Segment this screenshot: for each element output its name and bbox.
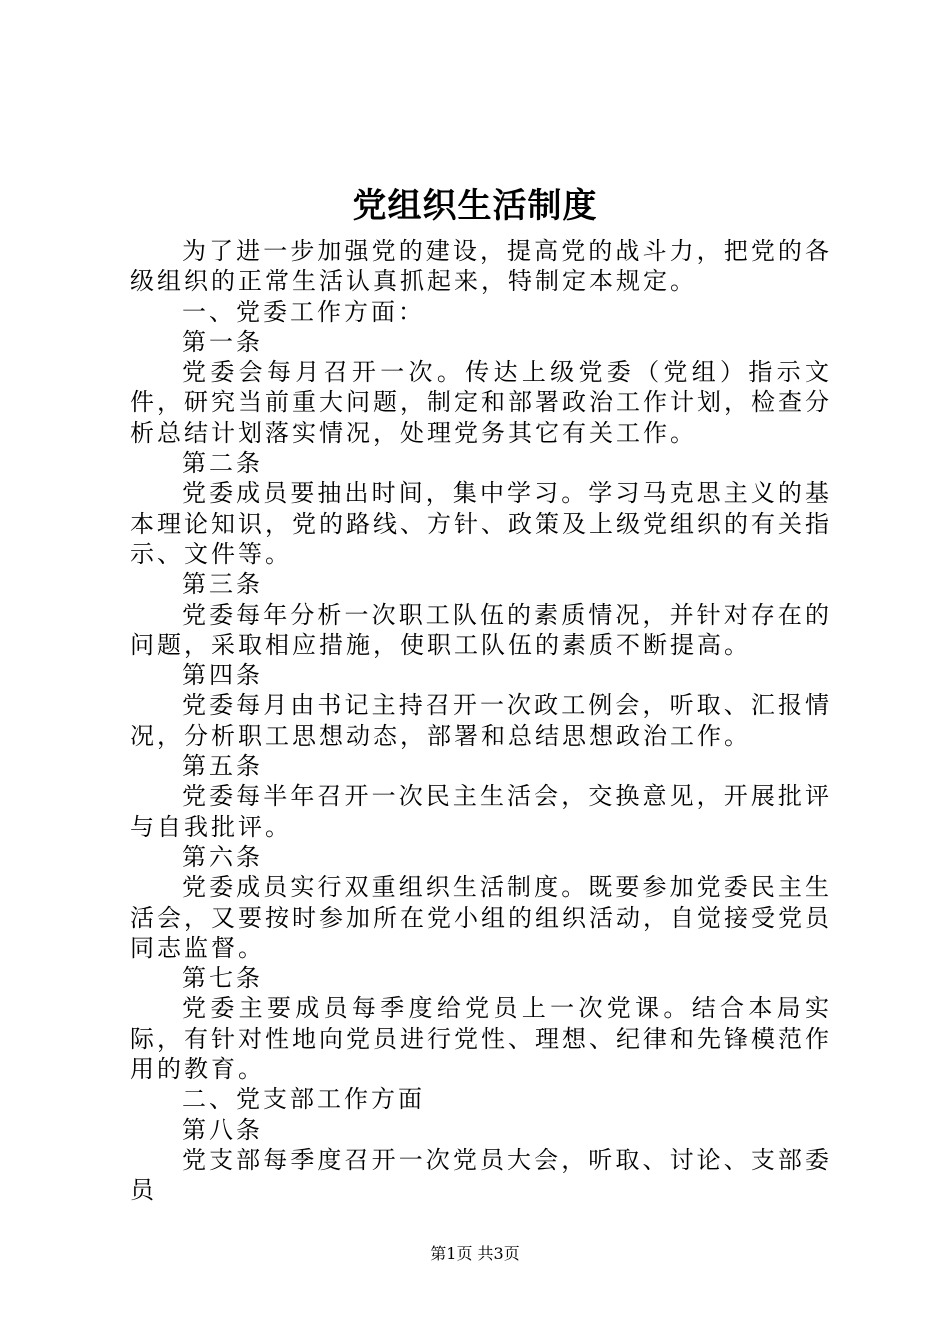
article-heading-7: 第七条 <box>182 964 263 993</box>
article-text-3: 党委每年分析一次职工队伍的素质情况，并针对存在的问题，采取相应措施，使职工队伍的素质不断提高。 <box>130 600 832 659</box>
article-heading-8: 第八条 <box>182 1115 263 1144</box>
article-heading-3: 第三条 <box>182 570 263 599</box>
article-heading-5: 第五条 <box>182 752 263 781</box>
section-heading-party-committee: 一、党委工作方面： <box>182 297 425 326</box>
article-text-4: 党委每月由书记主持召开一次政工例会，听取、汇报情况，分析职工思想动态，部署和总结思想政治工作。 <box>130 691 832 750</box>
section-heading-party-branch: 二、党支部工作方面 <box>182 1085 425 1114</box>
paragraph-intro: 为了进一步加强党的建设，提高党的战斗力，把党的各级组织的正常生活认真抓起来，特制定本规定。 <box>130 237 832 296</box>
article-text-5: 党委每半年召开一次民主生活会，交换意见，开展批评与自我批评。 <box>130 782 832 841</box>
document-title: 党组织生活制度 <box>352 186 598 226</box>
article-text-8: 党支部每季度召开一次党员大会，听取、讨论、支部委员 <box>130 1145 832 1205</box>
article-text-2: 党委成员要抽出时间，集中学习。学习马克思主义的基本理论知识，党的路线、方针、政策及上级党组织的有关指示、文件等。 <box>130 479 832 568</box>
article-heading-4: 第四条 <box>182 661 263 690</box>
article-heading-2: 第二条 <box>182 449 263 478</box>
article-heading-1: 第一条 <box>182 327 263 356</box>
article-text-7: 党委主要成员每季度给党员上一次党课。结合本局实际，有针对性地向党员进行党性、理想、纪律和先锋模范作用的教育。 <box>130 994 832 1084</box>
article-heading-6: 第六条 <box>182 842 263 871</box>
article-text-1: 党委会每月召开一次。传达上级党委（党组）指示文件，研究当前重大问题，制定和部署政治工作计划，检查分析总结计划落实情况，处理党务其它有关工作。 <box>130 358 832 447</box>
page-footer: 第1页 共3页 <box>430 1244 520 1263</box>
document-body <box>130 236 832 1206</box>
article-text-6: 党委成员实行双重组织生活制度。既要参加党委民主生活会，又要按时参加所在党小组的组织活动，自觉接受党员同志监督。 <box>130 873 832 962</box>
